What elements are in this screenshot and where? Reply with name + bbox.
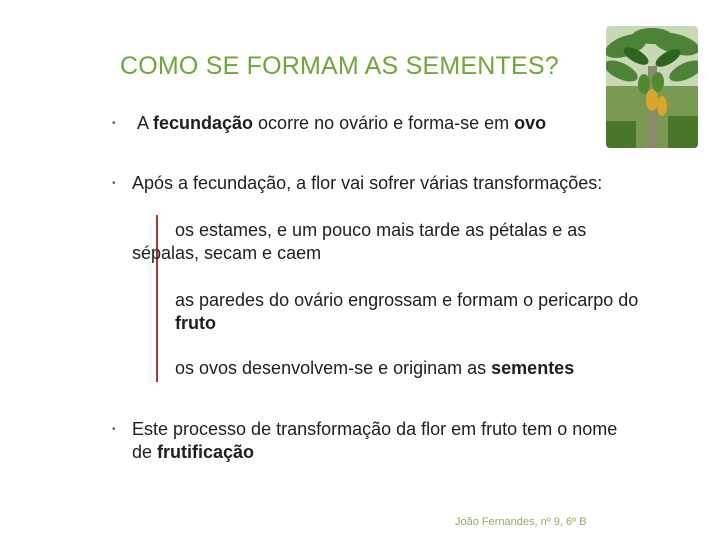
bullet-3-bold-frutificacao: frutificação <box>157 442 255 462</box>
bullet-1-mid: ocorre no ovário e forma-se em <box>253 113 515 133</box>
sub-item-1-line-1: os estames, e um pouco mais tarde as pétalas e as <box>175 220 587 240</box>
sub-item-3-text <box>175 357 574 380</box>
sub-item-1-line-2: sépalas, secam e caem <box>132 243 322 263</box>
bullet-dot: • <box>112 424 116 435</box>
sub-item-2-bold-fruto: fruto <box>175 313 216 333</box>
sub-item-3-bold-sementes: sementes <box>491 358 575 378</box>
bullet-2-text: Após a fecundação, a flor vai sofrer várias transformações: <box>132 173 603 193</box>
sub-item-3-pre: os ovos desenvolvem-se e originam as <box>175 358 492 378</box>
slide-title: COMO SE FORMAM AS SEMENTES? <box>120 52 559 80</box>
bullet-1-text <box>137 112 546 135</box>
bullet-dot: • <box>112 118 116 129</box>
slide-footer: João Fernandes, nº 9, 6º B <box>455 516 587 528</box>
sub-items-bracket <box>156 215 158 382</box>
sub-item-2-line-2 <box>175 312 216 335</box>
bullet-3-line-2 <box>132 441 254 464</box>
papaya-tree-image <box>606 26 698 148</box>
bullet-1-bold-fecundacao: fecundação <box>153 113 254 133</box>
bullet-1-pre: A <box>137 113 154 133</box>
sub-item-2-line-1: as paredes do ovário engrossam e formam o pericarpo do <box>175 290 639 310</box>
bullet-3-line-1: Este processo de transformação da flor em fruto tem o nome <box>132 419 618 439</box>
bullet-3-pre: de <box>132 442 158 462</box>
bullet-1-bold-ovo: ovo <box>514 113 547 133</box>
bullet-dot: • <box>112 178 116 189</box>
